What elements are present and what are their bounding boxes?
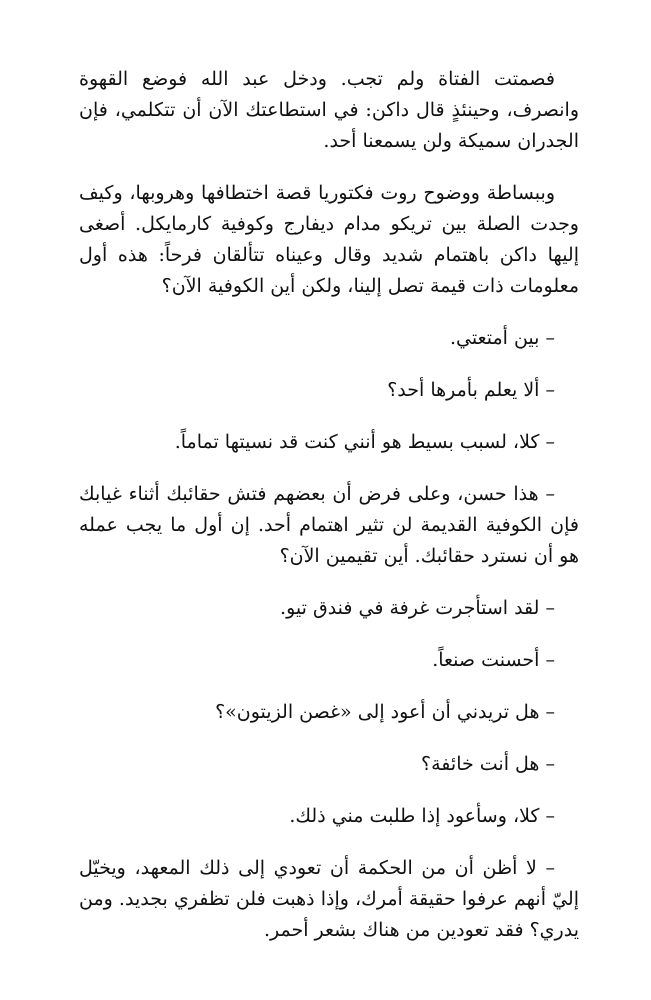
paragraph-silence: فصمتت الفتاة ولم تجب. ودخل عبد الله فوضع القهوة وانصرف، وحينئذٍ قال داكن: في استطاعتك الآن أن تتكلمي، فإن الجدران سميكة ولن يسمعنا أحد. bbox=[79, 68, 579, 152]
dialogue-line: – بين أمتعتي. bbox=[449, 327, 555, 349]
dialogue-line: – لقد استأجرت غرفة في فندق تيو. bbox=[280, 597, 555, 619]
dialogue-line: – كلا، لسبب بسيط هو أنني كنت قد نسيتها تماماً. bbox=[174, 431, 555, 453]
book-page bbox=[79, 64, 579, 967]
dialogue-line: – هل أنت خائفة؟ bbox=[421, 753, 555, 775]
dialogue-line: – هل تريدني أن أعود إلى «غصن الزيتون»؟ bbox=[215, 701, 555, 723]
paragraph-victoria-story: وببساطة ووضوح روت فكتوريا قصة اختطافها وهروبها، وكيف وجدت الصلة بين تريكو مدام ديفارج وكوفية كارمايكل. أصغى إليها داكن باهتمام شديد وقال وعيناه تتألقان فرحاً: هذه أول معلومات ذات قيمة تصل إلينا، ولكن أين الكوفية الآن؟ bbox=[79, 182, 579, 297]
dialogue-line: – ألا يعلم بأمرها أحد؟ bbox=[387, 379, 555, 401]
dialogue-line: – هذا حسن، وعلى فرض أن بعضهم فتش حقائبك أثناء غيابك فإن الكوفية القديمة لن تثير اهتمام أحد. إن أول ما يجب عمله هو أن نسترد حقائبك. أين تقيمين الآن؟ bbox=[79, 483, 579, 567]
dialogue-line: – لا أظن أن من الحكمة أن تعودي إلى ذلك المعهد، ويخيّل إليّ أنهم عرفوا حقيقة أمرك، وإذا ذهبت فلن تظفري بجديد. ومن يدري؟ فقد تعودين من هناك بشعر أحمر. bbox=[79, 857, 579, 941]
dialogue-line: – كلا، وسأعود إذا طلبت مني ذلك. bbox=[289, 805, 555, 827]
dialogue-line: – أحسنت صنعاً. bbox=[432, 649, 555, 671]
